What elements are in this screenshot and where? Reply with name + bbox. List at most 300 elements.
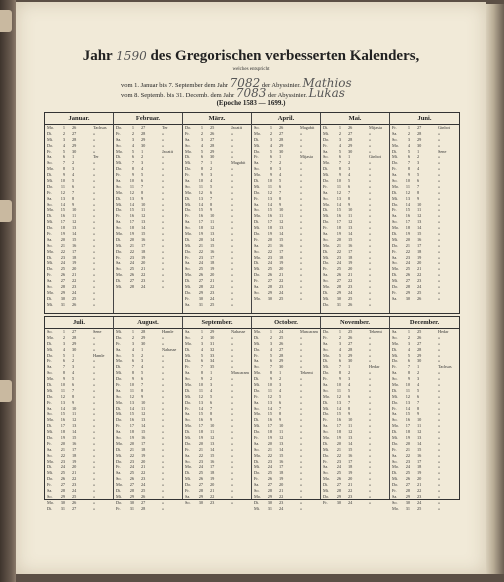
- calendar-table-jan-jun: [44, 112, 460, 314]
- day-row: Di. 17 13 »: [47, 423, 96, 429]
- day-row: Mo. 22 17 »: [47, 248, 96, 254]
- day-row: Do. 10 5 »: [323, 178, 372, 184]
- month-column-september: [183, 317, 252, 505]
- page-title: Jahr 1590 des Gregorischen verbesserten Kalenders,: [82, 48, 420, 64]
- day-row: Di. 6 2 »: [116, 154, 165, 160]
- day-row: Sa. 11 8 »: [116, 387, 165, 393]
- month-column-october: [252, 317, 321, 511]
- day-row: Do. 4 27 »: [254, 346, 303, 352]
- day-row: Fr. 8 4 »: [392, 166, 441, 172]
- day-row: Mi. 19 13 »: [392, 435, 441, 441]
- day-row: Fr. 29 25 »: [392, 289, 441, 295]
- day-row: Di. 2 27 »: [47, 130, 96, 136]
- day-row: Fr. 22 18 »: [392, 248, 441, 254]
- day-row: Do. 1 27 Ter: [116, 125, 168, 130]
- day-row: Fr. 7 1 Tachsas: [392, 364, 452, 370]
- day-row: Mo. 26 20 »: [185, 272, 234, 278]
- day-row: So. 29 24 »: [254, 289, 303, 295]
- day-row: Di. 26 22 »: [392, 272, 441, 278]
- calendar-table-jul-dec: [44, 316, 460, 511]
- day-row: Di. 12 8 »: [392, 189, 441, 195]
- day-row: Mi. 2 27 »: [323, 130, 372, 136]
- day-row: Mo. 31 25 »: [392, 505, 441, 511]
- day-row: So. 27 22 »: [323, 278, 372, 284]
- day-row: So. 18 12 »: [323, 429, 372, 435]
- day-row: Mi. 18 14 »: [47, 429, 96, 435]
- day-row: Sa. 3 27 »: [323, 340, 372, 346]
- day-row: Mo. 16 11 »: [254, 213, 303, 219]
- month-name: October.: [252, 317, 320, 329]
- day-row: Sa. 14 10 »: [47, 405, 96, 411]
- day-row: Di. 4 32 »: [185, 346, 234, 352]
- month-column-märz: [183, 113, 252, 313]
- day-row: So. 25 21 »: [116, 266, 165, 272]
- day-row: Do. 8 2 »: [323, 370, 372, 376]
- day-row: Di. 4 28 »: [392, 346, 441, 352]
- day-row: Sa. 20 15 »: [47, 236, 96, 242]
- day-row: Mo. 30 26 »: [47, 499, 96, 505]
- day-row: Sa. 24 18 »: [185, 260, 234, 266]
- day-row: Di. 17 12 »: [254, 219, 303, 225]
- day-row: Di. 5 1 Sene: [392, 148, 447, 154]
- day-row: Fr. 23 19 »: [116, 254, 165, 260]
- day-row: Sa. 27 22 »: [47, 278, 96, 284]
- month-column-december: [390, 317, 459, 511]
- day-row: Mi. 20 16 »: [392, 236, 441, 242]
- day-row: Di. 28 25 »: [116, 488, 165, 494]
- day-row: Fr. 23 17 »: [323, 458, 372, 464]
- day-row: So. 19 16 »: [116, 435, 165, 441]
- day-row: Mo. 12 6 »: [323, 393, 372, 399]
- month-name: November.: [321, 317, 389, 329]
- day-row: Do. 28 24 »: [392, 284, 441, 290]
- day-row: Fr. 2 28 »: [116, 130, 165, 136]
- day-row: Do. 5 1 Hamle: [47, 352, 105, 358]
- bookmark-tab[interactable]: [0, 10, 12, 32]
- day-row: Do. 5 30 »: [254, 148, 303, 154]
- day-row: Di. 24 19 »: [254, 260, 303, 266]
- bookmark-tab[interactable]: [0, 380, 12, 402]
- day-row: Mi. 14 8 »: [323, 405, 372, 411]
- day-row: Sa. 20 13 »: [254, 440, 303, 446]
- month-name: Juli.: [45, 317, 113, 329]
- day-row: Mi. 8 5 »: [116, 370, 165, 376]
- day-row: Sa. 22 16 »: [392, 452, 441, 458]
- day-row: Di. 20 14 »: [323, 440, 372, 446]
- day-row: Fr. 19 14 »: [47, 231, 96, 237]
- day-row: So. 30 24 »: [392, 499, 441, 505]
- day-row: Mo. 19 15 »: [116, 231, 165, 237]
- day-row: Fr. 13 9 »: [47, 399, 96, 405]
- day-row: Mo. 24 17 »: [185, 464, 234, 470]
- day-row: Mo. 25 21 »: [392, 266, 441, 272]
- day-row: Sa. 28 23 »: [254, 284, 303, 290]
- day-row: Di. 18 11 »: [185, 429, 234, 435]
- day-row: So. 8 4 »: [47, 370, 96, 376]
- day-row: So. 4 30 »: [116, 142, 165, 148]
- day-row: So. 18 14 »: [116, 225, 165, 231]
- day-row: Mo. 17 11 »: [392, 423, 441, 429]
- month-column-februar: [114, 113, 183, 313]
- day-row: Di. 13 7 »: [185, 195, 234, 201]
- day-row: Do. 25 20 »: [47, 266, 96, 272]
- day-row: Do. 25 18 »: [254, 470, 303, 476]
- day-row: Mi. 13 9 »: [392, 195, 441, 201]
- day-row: Mi. 23 18 »: [323, 254, 372, 260]
- day-row: Do. 23 20 »: [116, 458, 165, 464]
- day-row: Mi. 31 26 »: [47, 301, 96, 307]
- day-row: Fr. 5 30 »: [47, 148, 96, 154]
- day-row: Mo. 5 1 Jacatit: [116, 148, 173, 154]
- day-row: Di. 16 11 »: [47, 213, 96, 219]
- day-row: Mo. 16 12 »: [47, 417, 96, 423]
- day-row: Sa. 6 1 Ter: [47, 154, 99, 160]
- day-row: Sa. 15 9 »: [392, 411, 441, 417]
- day-row: Mo. 29 24 »: [47, 289, 96, 295]
- day-row: Fr. 16 12 »: [116, 213, 165, 219]
- day-row: Mo. 3 27 »: [392, 340, 441, 346]
- day-row: Mi. 4 29 »: [254, 142, 303, 148]
- month-column-august: [114, 317, 183, 511]
- day-row: Di. 27 23 »: [116, 278, 165, 284]
- month-column-april: [252, 113, 321, 313]
- day-row: Do. 26 21 »: [254, 272, 303, 278]
- day-row: Mo. 28 23 »: [323, 284, 372, 290]
- day-row: Di. 1 26 Mijasia: [323, 125, 382, 130]
- day-row: Do. 15 11 »: [116, 207, 165, 213]
- day-row: Mo. 18 14 »: [392, 225, 441, 231]
- day-row: So. 11 5 »: [323, 387, 372, 393]
- day-row: Mo. 2 27 »: [254, 130, 303, 136]
- month-name: Februar.: [114, 113, 182, 125]
- day-row: Fr. 12 5 »: [254, 393, 303, 399]
- day-row: Mo. 26 20 »: [323, 476, 372, 482]
- day-row: Do. 20 14 »: [392, 440, 441, 446]
- day-row: So. 17 13 »: [392, 219, 441, 225]
- day-row: Di. 23 18 »: [47, 254, 96, 260]
- day-row: Fr. 28 22 »: [392, 488, 441, 494]
- day-row: So. 23 16 »: [185, 458, 234, 464]
- day-row: Mi. 26 19 »: [185, 476, 234, 482]
- day-row: Fr. 9 3 »: [323, 376, 372, 382]
- day-row: Di. 30 23 »: [254, 499, 303, 505]
- day-row: Do. 22 18 »: [116, 248, 165, 254]
- day-row: Mi. 3 28 »: [47, 136, 96, 142]
- day-row: Do. 2 29 »: [116, 334, 165, 340]
- day-row: Do. 29 23 »: [323, 493, 372, 499]
- day-row: Do. 8 4 »: [116, 166, 165, 172]
- day-row: Mo. 4 30 »: [392, 142, 441, 148]
- day-row: So. 2 26 »: [392, 334, 441, 340]
- subtitle: welches entspricht: [232, 67, 270, 72]
- epoch-label: (Epoche 1583 — 1699.): [216, 99, 286, 107]
- day-row: Di. 15 10 »: [323, 207, 372, 213]
- day-row: Mi. 26 20 »: [392, 476, 441, 482]
- day-row: Do. 24 19 »: [323, 260, 372, 266]
- day-row: Do. 22 16 »: [185, 248, 234, 254]
- day-row: Sa. 19 14 »: [323, 231, 372, 237]
- day-row: Fr. 26 19 »: [254, 476, 303, 482]
- day-row: Do. 21 17 »: [392, 242, 441, 248]
- day-row: Mi. 21 17 »: [116, 242, 165, 248]
- day-row: Sa. 7 2 »: [254, 160, 303, 166]
- day-row: Mo. 6 3 »: [116, 358, 165, 364]
- month-column-juli: [45, 317, 114, 511]
- correspondence-line-1: vom 1. Januar bis 7. September dem Jahr 7082 der Abyssinier. Mathios: [121, 76, 352, 90]
- day-row: Do. 17 12 »: [323, 219, 372, 225]
- day-row: Mi. 14 8 »: [185, 201, 234, 207]
- book-spine: [0, 0, 16, 582]
- month-column-juni: [390, 113, 459, 313]
- day-row: So. 20 15 »: [323, 236, 372, 242]
- day-row: Di. 6 30 »: [323, 358, 372, 364]
- day-row: So. 2 30 »: [185, 334, 234, 340]
- day-row: Fr. 6 1 Mijasia: [254, 154, 313, 160]
- day-row: Fr. 14 8 »: [392, 405, 441, 411]
- day-row: Fr. 25 20 »: [323, 266, 372, 272]
- month-name: April.: [252, 113, 320, 125]
- day-row: Fr. 30 24 »: [185, 295, 234, 301]
- day-row: Di. 25 19 »: [392, 470, 441, 476]
- day-row: So. 10 6 »: [392, 178, 441, 184]
- day-row: Di. 23 16 »: [254, 458, 303, 464]
- day-row: Sa. 3 27 »: [185, 136, 234, 142]
- handwritten-year: 1590: [116, 49, 147, 63]
- day-row: Mi. 17 12 »: [47, 219, 96, 225]
- day-row: Fr. 15 11 »: [392, 207, 441, 213]
- day-row: Mi. 25 20 »: [254, 266, 303, 272]
- day-row: Mi. 24 19 »: [47, 260, 96, 266]
- month-name: September.: [183, 317, 251, 329]
- day-row: Mi. 11 6 »: [254, 183, 303, 189]
- day-row: Do. 27 20 »: [185, 482, 234, 488]
- day-row: Di. 7 4 »: [116, 364, 165, 370]
- day-row: Mi. 7 1 Hedar: [323, 364, 380, 370]
- day-row: Mo. 23 19 »: [47, 458, 96, 464]
- day-row: Di. 10 6 »: [47, 382, 96, 388]
- day-row: Mo. 23 18 »: [254, 254, 303, 260]
- day-row: Mo. 15 8 »: [254, 411, 303, 417]
- day-row: Sa. 10 4 »: [185, 178, 234, 184]
- day-row: Mo. 9 4 »: [254, 172, 303, 178]
- day-row: Sa. 30 26 »: [392, 295, 441, 301]
- day-row: Sa. 1 25 Hedar: [392, 329, 449, 334]
- day-row: Di. 3 29 »: [47, 340, 96, 346]
- day-row: Mo. 10 4 »: [392, 382, 441, 388]
- day-row: Di. 20 14 »: [185, 236, 234, 242]
- day-row: Do. 20 13 »: [185, 440, 234, 446]
- month-name: Juni.: [390, 113, 459, 125]
- day-row: Do. 7 3 »: [392, 160, 441, 166]
- day-row: Sa. 24 20 »: [116, 260, 165, 266]
- day-row: Di. 31 27 »: [47, 505, 96, 511]
- day-row: Do. 16 13 »: [116, 417, 165, 423]
- day-row: Do. 6 34 »: [185, 358, 234, 364]
- day-row: So. 25 19 »: [185, 266, 234, 272]
- day-row: Mo. 12 6 »: [185, 189, 234, 195]
- day-row: Sa. 31 25 »: [185, 301, 234, 307]
- bookmark-tab[interactable]: [0, 200, 12, 222]
- day-row: Mo. 8 1 Tekemt: [254, 370, 313, 376]
- day-row: Mo. 5 29 »: [185, 148, 234, 154]
- day-row: Fr. 11 6 »: [323, 183, 372, 189]
- day-row: So. 22 18 »: [47, 452, 96, 458]
- day-row: Mo. 17 10 »: [185, 423, 234, 429]
- day-row: So. 15 10 »: [254, 207, 303, 213]
- day-row: Do. 14 10 »: [392, 201, 441, 207]
- day-row: Di. 29 24 »: [323, 289, 372, 295]
- day-row: Fr. 14 7 »: [185, 405, 234, 411]
- day-row: Mo. 1 24 Mascaram: [254, 329, 318, 334]
- day-row: So. 24 20 »: [392, 260, 441, 266]
- day-row: Mi. 18 13 »: [254, 225, 303, 231]
- day-row: Di. 27 21 »: [323, 482, 372, 488]
- day-row: Mi. 16 11 »: [323, 213, 372, 219]
- day-row: Fr. 26 21 »: [47, 272, 96, 278]
- day-row: So. 16 10 »: [392, 417, 441, 423]
- day-row: Mi. 24 17 »: [254, 464, 303, 470]
- day-row: Mi. 30 25 »: [323, 295, 372, 301]
- day-row: Sa. 22 15 »: [185, 452, 234, 458]
- day-row: Fr. 7 35 »: [185, 364, 234, 370]
- day-row: Fr. 17 14 »: [116, 423, 165, 429]
- day-row: Sa. 15 8 »: [185, 411, 234, 417]
- day-row: Fr. 27 23 »: [47, 482, 96, 488]
- day-row: Sa. 27 20 »: [254, 482, 303, 488]
- day-row: Mo. 27 24 »: [116, 482, 165, 488]
- day-row: Sa. 3 29 »: [116, 136, 165, 142]
- day-row: Mi. 21 15 »: [323, 446, 372, 452]
- day-row: So. 11 5 »: [185, 183, 234, 189]
- day-row: Fr. 31 28 »: [116, 505, 165, 511]
- day-row: Sa. 10 6 »: [116, 178, 165, 184]
- day-row: Do. 26 22 »: [47, 476, 96, 482]
- correspondence-line-2: vom 8. Septemb. bis 31. Decemb. dem Jahr 7083 der Abyssinier. Lukas: [121, 86, 345, 100]
- day-row: Fr. 3 30 »: [116, 340, 165, 346]
- day-row: So. 22 17 »: [254, 248, 303, 254]
- day-row: So. 5 2 »: [116, 352, 165, 358]
- day-row: Mi. 25 21 »: [47, 470, 96, 476]
- month-column-mai: [321, 113, 390, 313]
- day-row: Sa. 29 22 »: [185, 493, 234, 499]
- day-row: Mi. 29 26 »: [116, 493, 165, 499]
- day-row: Sa. 13 6 »: [254, 399, 303, 405]
- day-row: Mi. 7 3 »: [116, 160, 165, 166]
- day-row: Fr. 24 21 »: [116, 464, 165, 470]
- month-name: Mai.: [321, 113, 389, 125]
- day-row: Sa. 1 29 Nahasse: [185, 329, 246, 334]
- day-row: Mi. 1 28 Hamle: [116, 329, 174, 334]
- day-row: So. 18 12 »: [185, 225, 234, 231]
- day-row: So. 7 2 »: [47, 160, 96, 166]
- day-row: Fr. 13 8 »: [254, 195, 303, 201]
- day-row: Mo. 7 2 »: [323, 160, 372, 166]
- day-row: Mo. 12 8 »: [116, 189, 165, 195]
- day-row: Fr. 20 16 »: [47, 440, 96, 446]
- day-row: Mi. 5 29 »: [392, 352, 441, 358]
- day-row: Sa. 24 18 »: [323, 464, 372, 470]
- day-row: Sa. 4 1 Nahasse: [116, 346, 177, 352]
- day-row: Fr. 21 14 »: [185, 446, 234, 452]
- day-row: Sa. 12 7 »: [323, 189, 372, 195]
- day-row: Fr. 9 5 »: [116, 172, 165, 178]
- day-row: So. 23 17 »: [392, 458, 441, 464]
- day-row: Sa. 16 12 »: [392, 213, 441, 219]
- day-row: Di. 13 9 »: [116, 195, 165, 201]
- day-row: Mo. 19 13 »: [185, 231, 234, 237]
- day-row: Mi. 31 24 »: [254, 505, 303, 511]
- day-row: Di. 24 20 »: [47, 464, 96, 470]
- day-row: Di. 25 18 »: [185, 470, 234, 476]
- day-row: Mo. 29 22 »: [254, 493, 303, 499]
- day-row: Fr. 2 26 »: [323, 334, 372, 340]
- day-row: Di. 18 12 »: [392, 429, 441, 435]
- day-row: Mi. 28 22 »: [185, 284, 234, 290]
- day-row: Fr. 21 15 »: [392, 446, 441, 452]
- day-row: So. 29 25 »: [47, 493, 96, 499]
- day-row: Fr. 27 22 »: [254, 278, 303, 284]
- day-row: Do. 12 8 »: [47, 393, 96, 399]
- day-row: Sa. 17 11 »: [185, 219, 234, 225]
- day-row: Mi. 5 33 »: [185, 352, 234, 358]
- day-row: Do. 27 21 »: [392, 482, 441, 488]
- day-row: So. 1 26 Magabit: [254, 125, 315, 130]
- day-row: Sa. 9 5 »: [392, 172, 441, 178]
- month-name: December.: [390, 317, 459, 329]
- day-row: So. 30 23 »: [185, 499, 234, 505]
- day-row: Mi. 9 4 »: [323, 172, 372, 178]
- day-row: Do. 11 6 »: [47, 183, 96, 189]
- day-row: Di. 14 11 »: [116, 405, 165, 411]
- day-row: So. 12 9 »: [116, 393, 165, 399]
- day-row: Sa. 29 23 »: [392, 493, 441, 499]
- day-row: Mo. 3 31 »: [185, 340, 234, 346]
- day-row: Fr. 28 21 »: [185, 488, 234, 494]
- month-name: Januar.: [45, 113, 113, 125]
- day-row: Do. 11 4 »: [254, 387, 303, 393]
- day-row: Di. 8 3 »: [323, 166, 372, 172]
- day-row: Mo. 15 10 »: [47, 207, 96, 213]
- day-row: Mi. 21 15 »: [185, 242, 234, 248]
- day-row: So. 21 14 »: [254, 446, 303, 452]
- month-name: März.: [183, 113, 251, 125]
- day-row: Do. 1 25 Tekemt: [323, 329, 382, 334]
- day-row: Mi. 28 22 »: [323, 488, 372, 494]
- month-column-november: [321, 317, 390, 505]
- day-row: Do. 3 28 »: [323, 136, 372, 142]
- day-row: Fr. 9 3 »: [185, 172, 234, 178]
- day-row: So. 28 21 »: [254, 488, 303, 494]
- day-row: Di. 19 15 »: [392, 231, 441, 237]
- day-row: Mi. 27 23 »: [392, 278, 441, 284]
- day-row: So. 7 30 »: [254, 364, 303, 370]
- day-row: Di. 22 17 »: [323, 248, 372, 254]
- day-row: Di. 11 5 »: [392, 387, 441, 393]
- day-row: Sa. 5 30 »: [323, 148, 372, 154]
- day-row: So. 9 3 »: [392, 376, 441, 382]
- day-row: So. 3 29 »: [392, 136, 441, 142]
- day-row: Fr. 30 24 »: [323, 499, 372, 505]
- day-row: Di. 6 30 »: [185, 154, 234, 160]
- day-row: So. 14 7 »: [254, 405, 303, 411]
- day-row: Di. 2 25 »: [254, 334, 303, 340]
- day-row: Di. 20 16 »: [116, 236, 165, 242]
- day-row: Mo. 30 25 »: [254, 295, 303, 301]
- day-row: Mi. 12 6 »: [392, 393, 441, 399]
- day-row: So. 9 2 »: [185, 376, 234, 382]
- day-row: Mo. 1 26 Tachsas: [47, 125, 107, 130]
- day-row: Sa. 18 15 »: [116, 429, 165, 435]
